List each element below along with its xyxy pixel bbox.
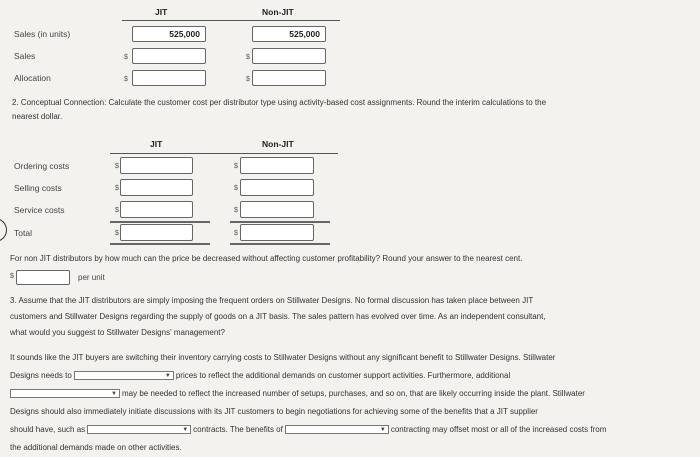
nonjit-sales-units-value[interactable]: 525,000 [252, 26, 326, 42]
currency-symbol: $ [124, 76, 128, 83]
part2-header-rule [110, 153, 338, 154]
currency-symbol: $ [115, 163, 119, 170]
nonjit-service-costs-input[interactable] [240, 201, 314, 218]
answer-line-3-text: may be needed to reflect the increased number of setups, purchases, and so on, that are likely occurring inside the plant. Stillwater [122, 389, 585, 398]
jit-total-input[interactable] [120, 224, 193, 241]
row-label-total: Total [14, 228, 32, 238]
question-2-line-1: 2. Conceptual Connection: Calculate the customer cost per distributor type using activity-based cost assignments. Round the interim calculations to the [12, 98, 547, 107]
question-3 [10, 293, 698, 341]
answer-paragraph [10, 349, 700, 457]
currency-symbol: $ [234, 230, 238, 237]
part1-header-rule [122, 20, 340, 21]
row-label-ordering-costs: Ordering costs [14, 161, 70, 171]
per-unit-label: per unit [78, 273, 105, 282]
part2-header-jit: JIT [150, 139, 163, 149]
currency-symbol: $ [246, 76, 250, 83]
nonjit-ordering-costs-input[interactable] [240, 157, 314, 174]
answer-line-5-start: should have, such as [10, 425, 86, 434]
row-label-selling-costs: Selling costs [14, 183, 62, 193]
answer-line-6: the additional demands made on other activities. [10, 443, 182, 452]
price-decrease-input[interactable] [16, 270, 70, 285]
question-2-line-2: nearest dollar. [12, 112, 63, 121]
answer-line-1: It sounds like the JIT buyers are switching their inventory carrying costs to Stillwater Designs without any significant benefit to Stillwater Designs. Stillwater [10, 353, 556, 362]
row-label-sales: Sales [14, 51, 36, 61]
nonjit-sales-input[interactable] [252, 48, 326, 64]
jit-allocation-input[interactable] [132, 70, 206, 86]
currency-symbol: $ [115, 230, 119, 237]
jit-service-costs-input[interactable] [120, 201, 193, 218]
question-3-line-2: customers and Stillwater Designs regarding the supply of goods on a JIT basis. The sales pattern has evolved over time. As an independent consultant, [10, 312, 546, 321]
contract-type-dropdown[interactable] [87, 425, 191, 434]
currency-symbol: $ [10, 273, 14, 280]
subtotal-rule-jit [110, 221, 210, 223]
price-decrease-question: For non JIT distributors by how much can the price be decreased without affecting customer profitability? Round your answer to the nearest cent. [10, 254, 523, 263]
nonjit-total-input[interactable] [240, 224, 314, 241]
answer-line-3 [10, 385, 700, 403]
currency-symbol: $ [234, 185, 238, 192]
row-label-allocation: Allocation [14, 73, 51, 83]
total-rule-nonjit [230, 243, 330, 245]
contracting-benefit-dropdown[interactable] [285, 425, 389, 434]
total-rule-jit [110, 243, 210, 245]
currency-symbol: $ [234, 163, 238, 170]
answer-line-5-middle: contracts. The benefits of [193, 425, 283, 434]
jit-selling-costs-input[interactable] [120, 179, 193, 196]
part1-header-jit: JIT [155, 7, 168, 17]
question-2 [12, 96, 692, 124]
jit-sales-units-value[interactable]: 525,000 [132, 26, 206, 42]
currency-symbol: $ [124, 54, 128, 61]
row-label-service-costs: Service costs [14, 205, 65, 215]
row-label-sales-units: Sales (in units) [14, 29, 71, 39]
question-3-line-3: what would you suggest to Stillwater Designs' management? [10, 328, 225, 337]
answer-line-2-end: prices to reflect the additional demands on customer support activities. Furthermore, additional [175, 371, 511, 380]
scroll-marker [0, 218, 7, 242]
nonjit-selling-costs-input[interactable] [240, 179, 314, 196]
jit-ordering-costs-input[interactable] [120, 157, 193, 174]
question-3-line-1: 3. Assume that the JIT distributors are simply imposing the frequent orders on Stillwater Designs. No formal discussion has taken place between JIT [10, 296, 534, 305]
answer-line-5 [10, 421, 700, 439]
currency-symbol: $ [234, 207, 238, 214]
pricing-action-dropdown[interactable] [74, 371, 174, 380]
chevron-down-icon: ▼ [182, 427, 189, 434]
additional-measure-dropdown[interactable] [10, 389, 120, 398]
chevron-down-icon: ▼ [379, 427, 386, 434]
currency-symbol: $ [115, 185, 119, 192]
answer-line-2 [10, 367, 700, 385]
answer-line-4: Designs should also immediately initiate discussions with its JIT customers to begin negotiations for achieving some of the benefits that a JIT supplier [10, 407, 538, 416]
chevron-down-icon: ▼ [111, 391, 117, 398]
answer-line-5-end: contracting may offset most or all of the increased costs from [390, 425, 607, 434]
nonjit-allocation-input[interactable] [252, 70, 326, 86]
subtotal-rule-nonjit [230, 221, 330, 223]
part2-header-nonjit: Non-JIT [262, 139, 294, 149]
currency-symbol: $ [115, 207, 119, 214]
jit-sales-input[interactable] [132, 48, 206, 64]
answer-line-2-start: Designs needs to [10, 371, 72, 380]
part1-header-nonjit: Non-JIT [262, 7, 294, 17]
chevron-down-icon: ▼ [164, 373, 171, 380]
currency-symbol: $ [246, 54, 250, 61]
